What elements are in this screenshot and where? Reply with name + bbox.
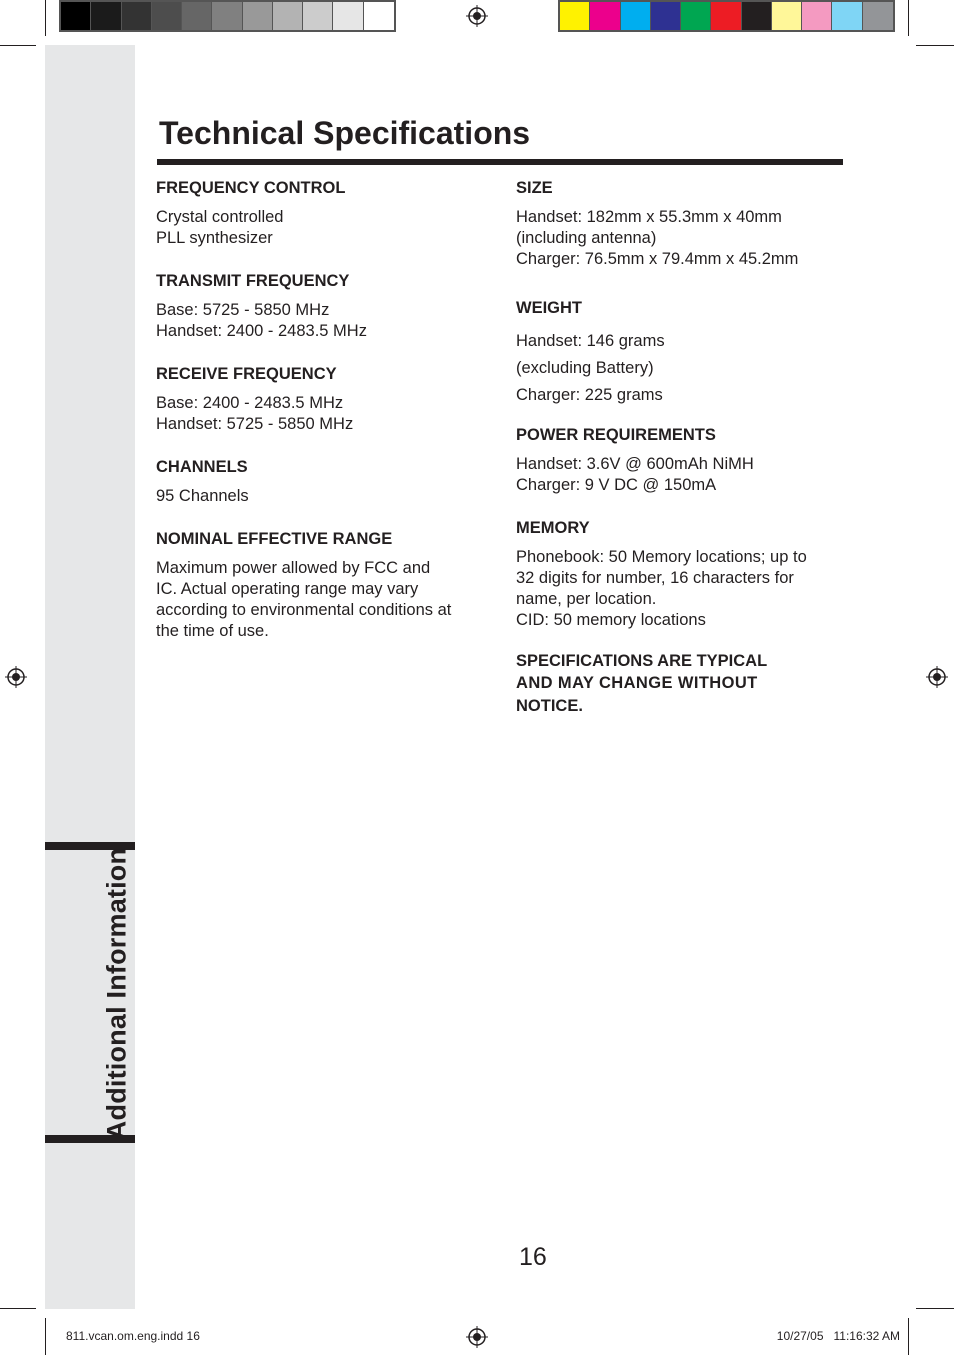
spec-line: Charger: 9 V DC @ 150mA xyxy=(516,476,717,494)
spec-notice xyxy=(516,651,846,718)
color-swatch xyxy=(182,2,212,30)
color-swatch xyxy=(273,2,303,30)
color-swatch xyxy=(590,2,620,30)
color-swatch xyxy=(651,2,681,30)
crop-mark xyxy=(0,1308,36,1309)
crop-mark xyxy=(916,1308,954,1309)
spec-heading: CHANNELS xyxy=(156,458,248,476)
spec-section xyxy=(516,516,846,631)
color-swatch xyxy=(742,2,772,30)
spec-line: Base: 2400 - 2483.5 MHz xyxy=(156,394,344,412)
slug-file-name: 811.vcan.om.eng.indd 16 xyxy=(66,1329,200,1343)
crop-mark xyxy=(916,45,954,46)
spec-line: Charger: 76.5mm x 79.4mm x 45.2mm xyxy=(516,250,799,268)
color-swatch xyxy=(333,2,363,30)
color-swatch xyxy=(243,2,273,30)
color-swatch xyxy=(772,2,802,30)
crop-mark xyxy=(45,1318,46,1355)
title-rule xyxy=(157,159,843,165)
color-swatch xyxy=(863,2,893,30)
spec-heading: WEIGHT xyxy=(516,299,582,317)
spec-line: Handset: 3.6V @ 600mAh NiMH xyxy=(516,455,754,473)
spec-line: 95 Channels xyxy=(156,487,249,505)
spec-line: name, per location. xyxy=(516,590,657,608)
grayscale-color-bar xyxy=(59,0,396,32)
spec-line: IC. Actual operating range may vary xyxy=(156,580,419,598)
color-swatch xyxy=(802,2,832,30)
spec-line: Charger: 225 grams xyxy=(516,386,663,404)
spec-section xyxy=(516,176,846,270)
spec-heading: MEMORY xyxy=(516,519,590,537)
spec-heading: RECEIVE FREQUENCY xyxy=(156,365,337,383)
spec-heading: TRANSMIT FREQUENCY xyxy=(156,272,350,290)
spec-section xyxy=(156,527,486,642)
process-color-bar xyxy=(558,0,895,32)
spec-line: Handset: 146 grams xyxy=(516,332,665,350)
spec-heading: SIZE xyxy=(516,179,553,197)
notice-line: SPECIFICATIONS ARE TYPICAL xyxy=(516,652,768,670)
spec-section xyxy=(156,455,486,507)
color-swatch xyxy=(364,2,394,30)
color-swatch xyxy=(681,2,711,30)
color-swatch xyxy=(621,2,651,30)
color-swatch xyxy=(560,2,590,30)
spec-line: Crystal controlled xyxy=(156,208,284,226)
spec-line: Phonebook: 50 Memory locations; up to xyxy=(516,548,807,566)
spec-line: 32 digits for number, 16 characters for xyxy=(516,569,794,587)
spec-section xyxy=(516,296,846,409)
spec-heading: NOMINAL EFFECTIVE RANGE xyxy=(156,530,393,548)
color-swatch xyxy=(61,2,91,30)
sidebar-section-label: Additional Information xyxy=(101,847,132,1141)
slug-timestamp: 10/27/05 11:16:32 AM xyxy=(776,1329,900,1343)
spec-line: the time of use. xyxy=(156,622,269,640)
color-swatch xyxy=(152,2,182,30)
crop-mark xyxy=(908,1318,909,1355)
spec-column-right xyxy=(516,176,846,738)
spec-column-left xyxy=(156,176,486,662)
spec-line: Base: 5725 - 5850 MHz xyxy=(156,301,330,319)
color-swatch xyxy=(122,2,152,30)
color-swatch xyxy=(91,2,121,30)
color-swatch xyxy=(711,2,741,30)
color-swatch xyxy=(212,2,242,30)
spec-line: according to environmental conditions at xyxy=(156,601,452,619)
notice-line: AND MAY CHANGE WITHOUT xyxy=(516,674,758,692)
spec-section xyxy=(156,362,486,435)
crop-mark xyxy=(908,0,909,36)
page-title: Technical Specifications xyxy=(159,115,531,151)
color-swatch xyxy=(303,2,333,30)
spec-line: PLL synthesizer xyxy=(156,229,273,247)
spec-section xyxy=(156,269,486,342)
page-number: 16 xyxy=(519,1243,547,1271)
spec-section xyxy=(156,176,486,249)
spec-section xyxy=(516,423,846,496)
registration-target-icon xyxy=(5,666,27,688)
registration-target-icon xyxy=(466,1326,488,1348)
spec-line: Handset: 5725 - 5850 MHz xyxy=(156,415,354,433)
registration-target-icon xyxy=(926,666,948,688)
crop-mark xyxy=(45,0,46,36)
spec-heading: FREQUENCY CONTROL xyxy=(156,179,346,197)
notice-line: NOTICE. xyxy=(516,697,583,715)
spec-line: (excluding Battery) xyxy=(516,359,654,377)
spec-line: Maximum power allowed by FCC and xyxy=(156,559,431,577)
color-swatch xyxy=(832,2,862,30)
spec-line: CID: 50 memory locations xyxy=(516,611,706,629)
registration-target-icon xyxy=(466,5,488,27)
spec-line: Handset: 182mm x 55.3mm x 40mm xyxy=(516,208,782,226)
spec-line: Handset: 2400 - 2483.5 MHz xyxy=(156,322,367,340)
spec-heading: POWER REQUIREMENTS xyxy=(516,426,716,444)
crop-mark xyxy=(0,45,36,46)
spec-line: (including antenna) xyxy=(516,229,657,247)
